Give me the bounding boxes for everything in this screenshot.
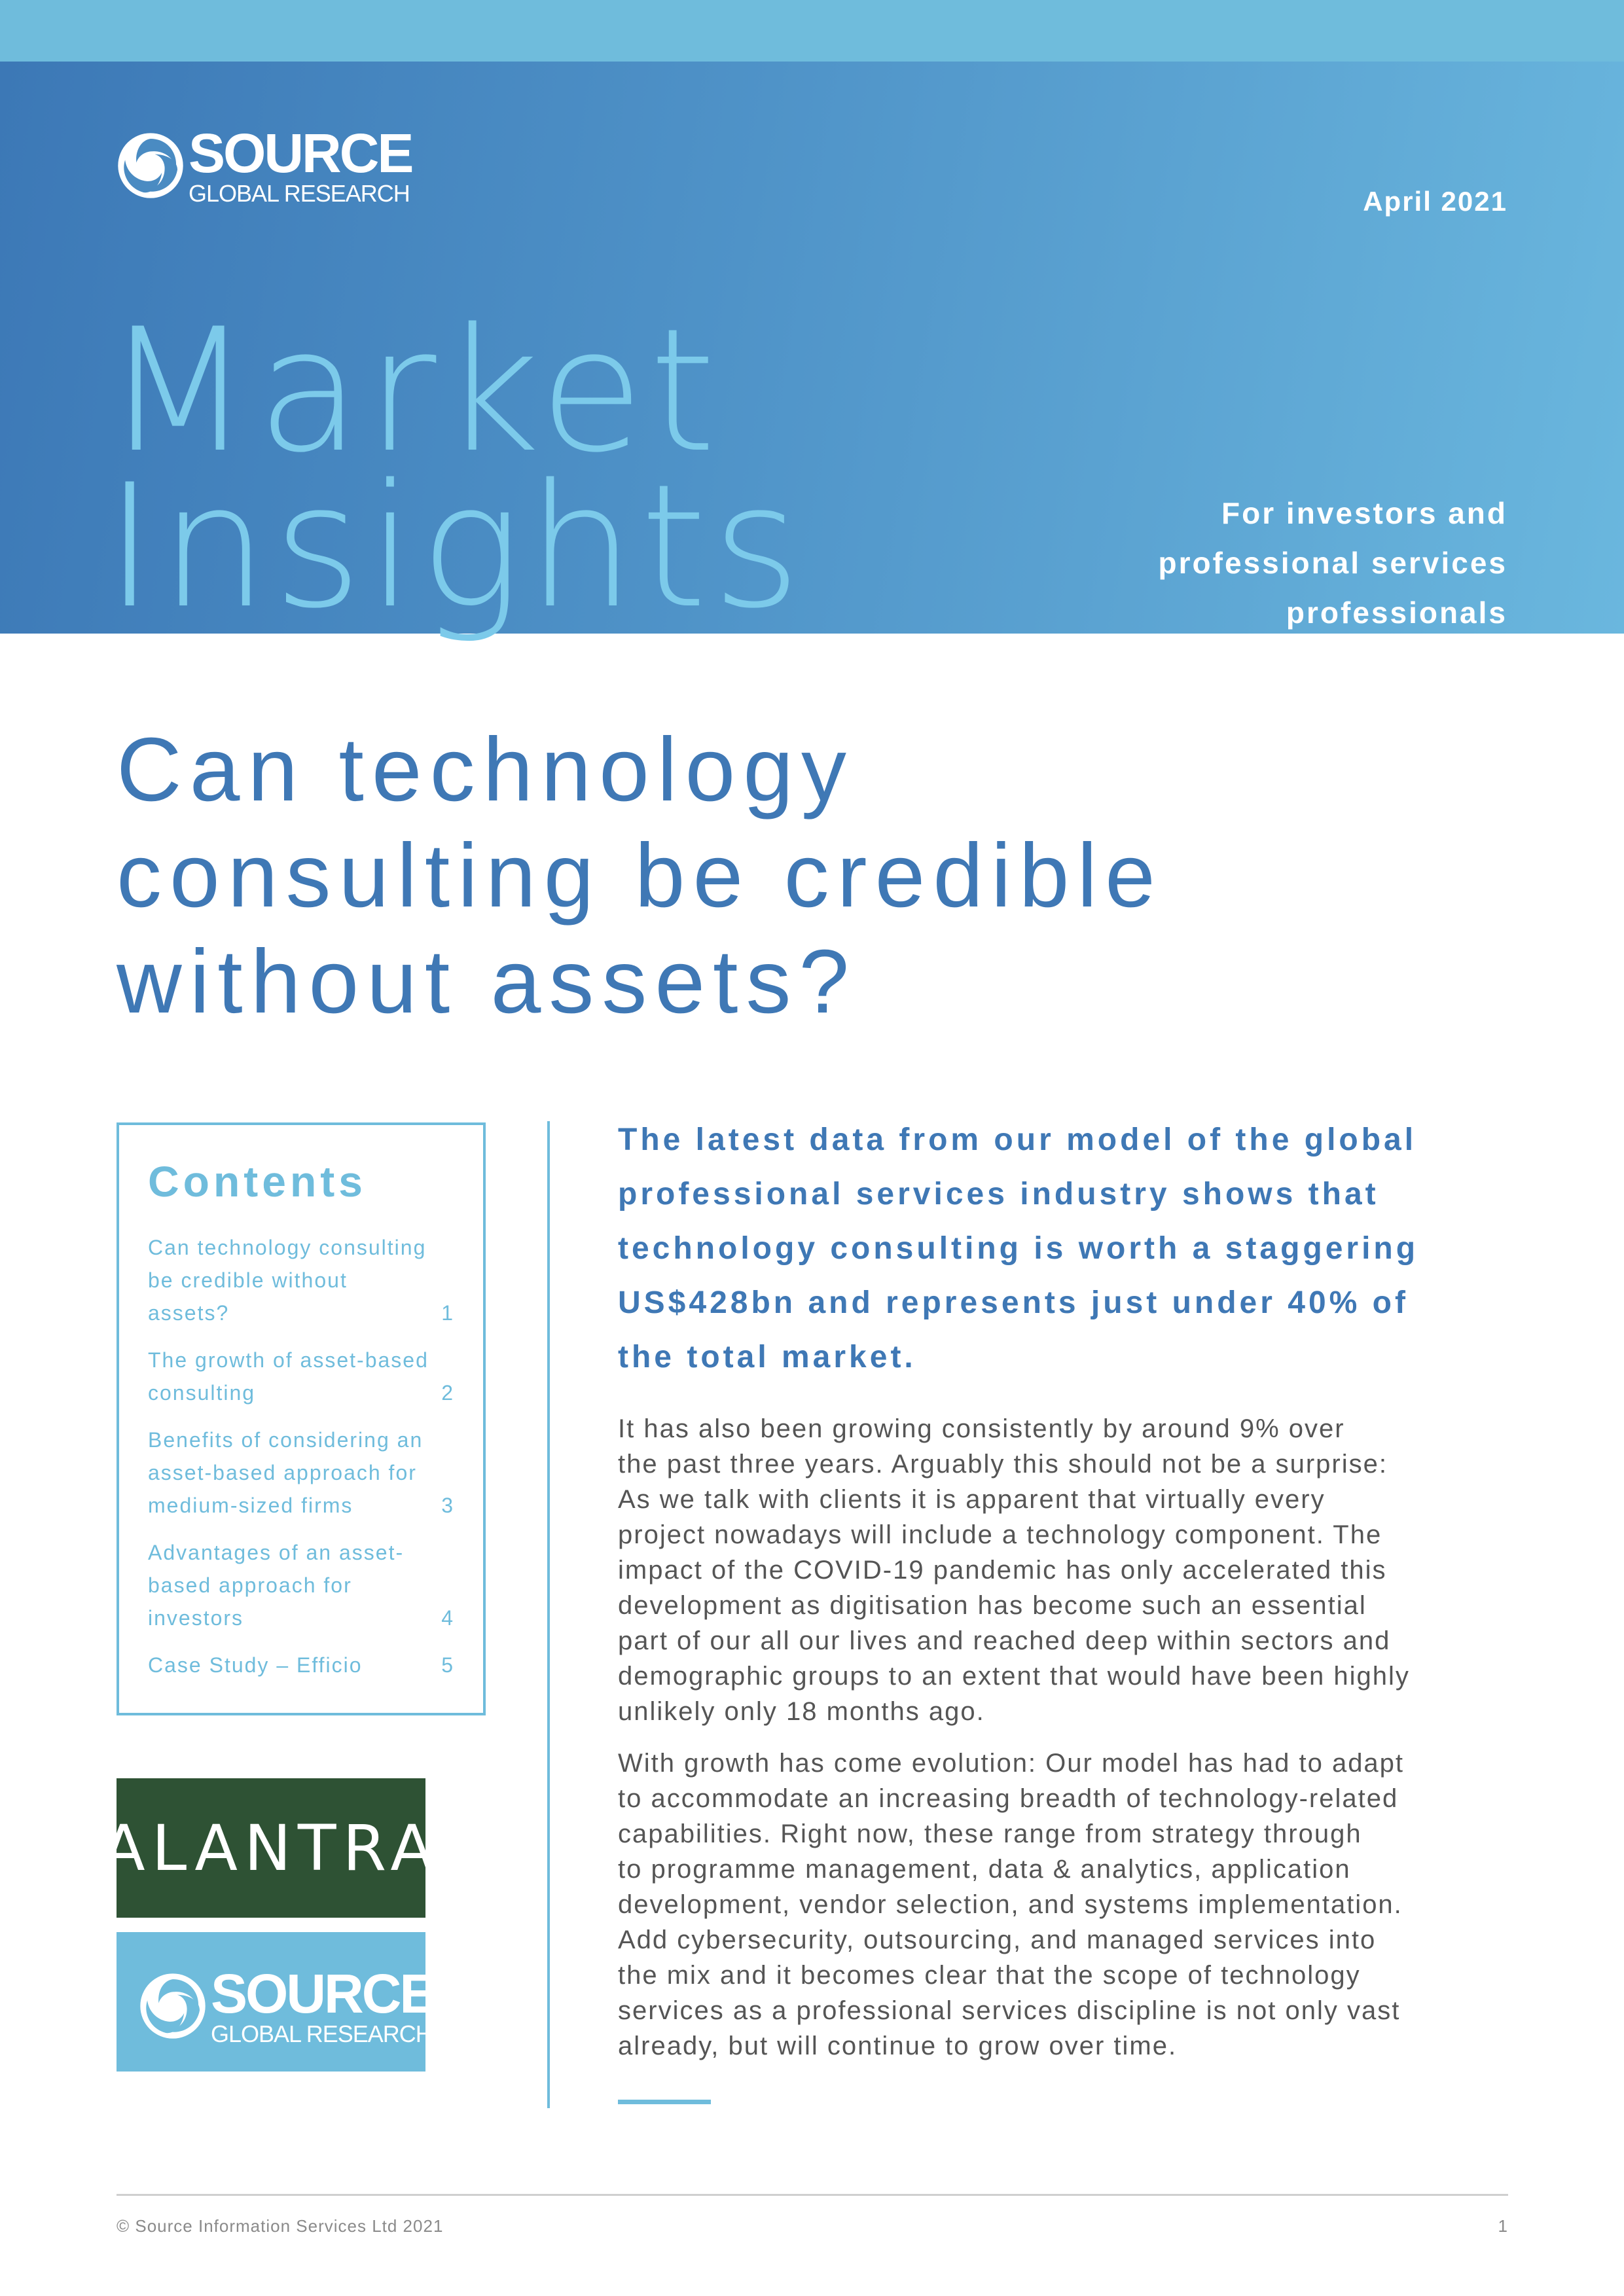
top-strip [0, 0, 1624, 62]
contents-item[interactable] [148, 1231, 454, 1329]
paragraph-line: services as a professional services discipline is not only vast [618, 1996, 1401, 2025]
source-partner-logo-box [117, 1932, 435, 2072]
logo-subtitle: GLOBAL RESEARCH [189, 180, 410, 207]
paragraph-line: development, vendor selection, and systems implementation. [618, 1890, 1403, 1919]
paragraph-line: demographic groups to an extent that would have been highly [618, 1662, 1410, 1691]
hero-subtitle [1102, 488, 1507, 637]
paragraph-line: As we talk with clients it is apparent that virtually every [618, 1485, 1326, 1514]
source-logo [137, 1963, 435, 2047]
lead-line: US$428bn and represents just under 40% of [618, 1285, 1409, 1320]
hero-subtitle-line: professional services [1158, 546, 1507, 580]
contents-title: Contents [148, 1157, 367, 1206]
headline-line: consulting be credible [117, 825, 1163, 926]
lead-line: professional services industry shows that [618, 1177, 1379, 1211]
paragraph-line: development as digitisation has become such an essential [618, 1591, 1367, 1620]
contents-item-label: The growth of asset-based consulting [148, 1348, 429, 1405]
paragraph-line: capabilities. Right now, these range from strategy through [618, 1820, 1362, 1848]
hero-title-line: Market [105, 293, 721, 490]
column-divider [547, 1121, 550, 2108]
contents-item-page: 1 [441, 1301, 454, 1325]
headline-line: Can technology [117, 719, 854, 820]
paragraph-line: With growth has come evolution: Our model has had to adapt [618, 1749, 1405, 1778]
paragraph-line: the mix and it becomes clear that the scope of technology [618, 1961, 1361, 1990]
publication-date: April 2021 [1363, 186, 1507, 217]
lead-line: technology consulting is worth a staggering [618, 1231, 1419, 1266]
contents-item-page: 5 [441, 1653, 454, 1677]
contents-item-page: 2 [441, 1381, 454, 1405]
contents-item-page: 3 [441, 1494, 454, 1517]
lead-paragraph [618, 1113, 1515, 1384]
paragraph-line: impact of the COVID-19 pandemic has only accelerated this [618, 1556, 1387, 1585]
paragraph-line: already, but will continue to grow over time. [618, 2032, 1178, 2060]
paragraph-line: unlikely only 18 months ago. [618, 1697, 985, 1726]
paragraph-line: to programme management, data & analytics, application [618, 1855, 1351, 1884]
contents-box [117, 1122, 486, 1715]
accent-rule [618, 2100, 711, 2104]
paragraph-line: the past three years. Arguably this should not be a surprise: [618, 1450, 1388, 1479]
logo-wordmark: SOURCE [211, 1963, 435, 2024]
hero-title [105, 293, 806, 646]
contents-item-label: Can technology consulting be credible without assets? [148, 1236, 427, 1325]
hero-banner [0, 62, 1624, 646]
headline-line: without assets? [117, 931, 857, 1032]
lead-line: The latest data from our model of the global [618, 1122, 1417, 1157]
contents-item-label: Case Study – Efficio [148, 1653, 363, 1677]
alantra-logo: ALANTRA [117, 1778, 425, 1918]
lead-line: the total market. [618, 1340, 916, 1374]
footer-copyright: © Source Information Services Ltd 2021 [117, 2216, 444, 2236]
body-paragraph [618, 1746, 1528, 2064]
contents-item[interactable] [148, 1649, 454, 1681]
paragraph-line: to accommodate an increasing breadth of technology-related [618, 1784, 1399, 1813]
hero-subtitle-line: professionals [1286, 596, 1507, 630]
swirl-icon [115, 130, 186, 201]
contents-item-page: 4 [441, 1606, 454, 1630]
contents-item[interactable] [148, 1424, 454, 1522]
contents-item-label: Advantages of an asset-based approach for investors [148, 1541, 405, 1630]
logo-wordmark: SOURCE [189, 122, 412, 184]
logo-subtitle: GLOBAL RESEARCH [211, 2020, 432, 2047]
paragraph-line: It has also been growing consistently by around 9% over [618, 1414, 1345, 1443]
hero-subtitle-line: For investors and [1221, 496, 1507, 530]
paragraph-line: part of our all our lives and reached deep within sectors and [618, 1626, 1391, 1655]
article-headline [117, 717, 1557, 1035]
hero-title-line: Insights [105, 448, 806, 646]
swirl-icon [137, 1971, 208, 2041]
contents-item[interactable] [148, 1536, 454, 1634]
body-paragraph [618, 1411, 1528, 1729]
paragraph-line: Add cybersecurity, outsourcing, and managed services into [618, 1926, 1377, 1954]
contents-item[interactable] [148, 1344, 454, 1409]
footer-divider [117, 2194, 1508, 2196]
contents-item-label: Benefits of considering an asset-based approach for medium-sized firms [148, 1428, 424, 1517]
footer-page-number: 1 [1498, 2216, 1507, 2236]
paragraph-line: project nowadays will include a technology component. The [618, 1520, 1382, 1549]
source-logo [115, 122, 412, 207]
